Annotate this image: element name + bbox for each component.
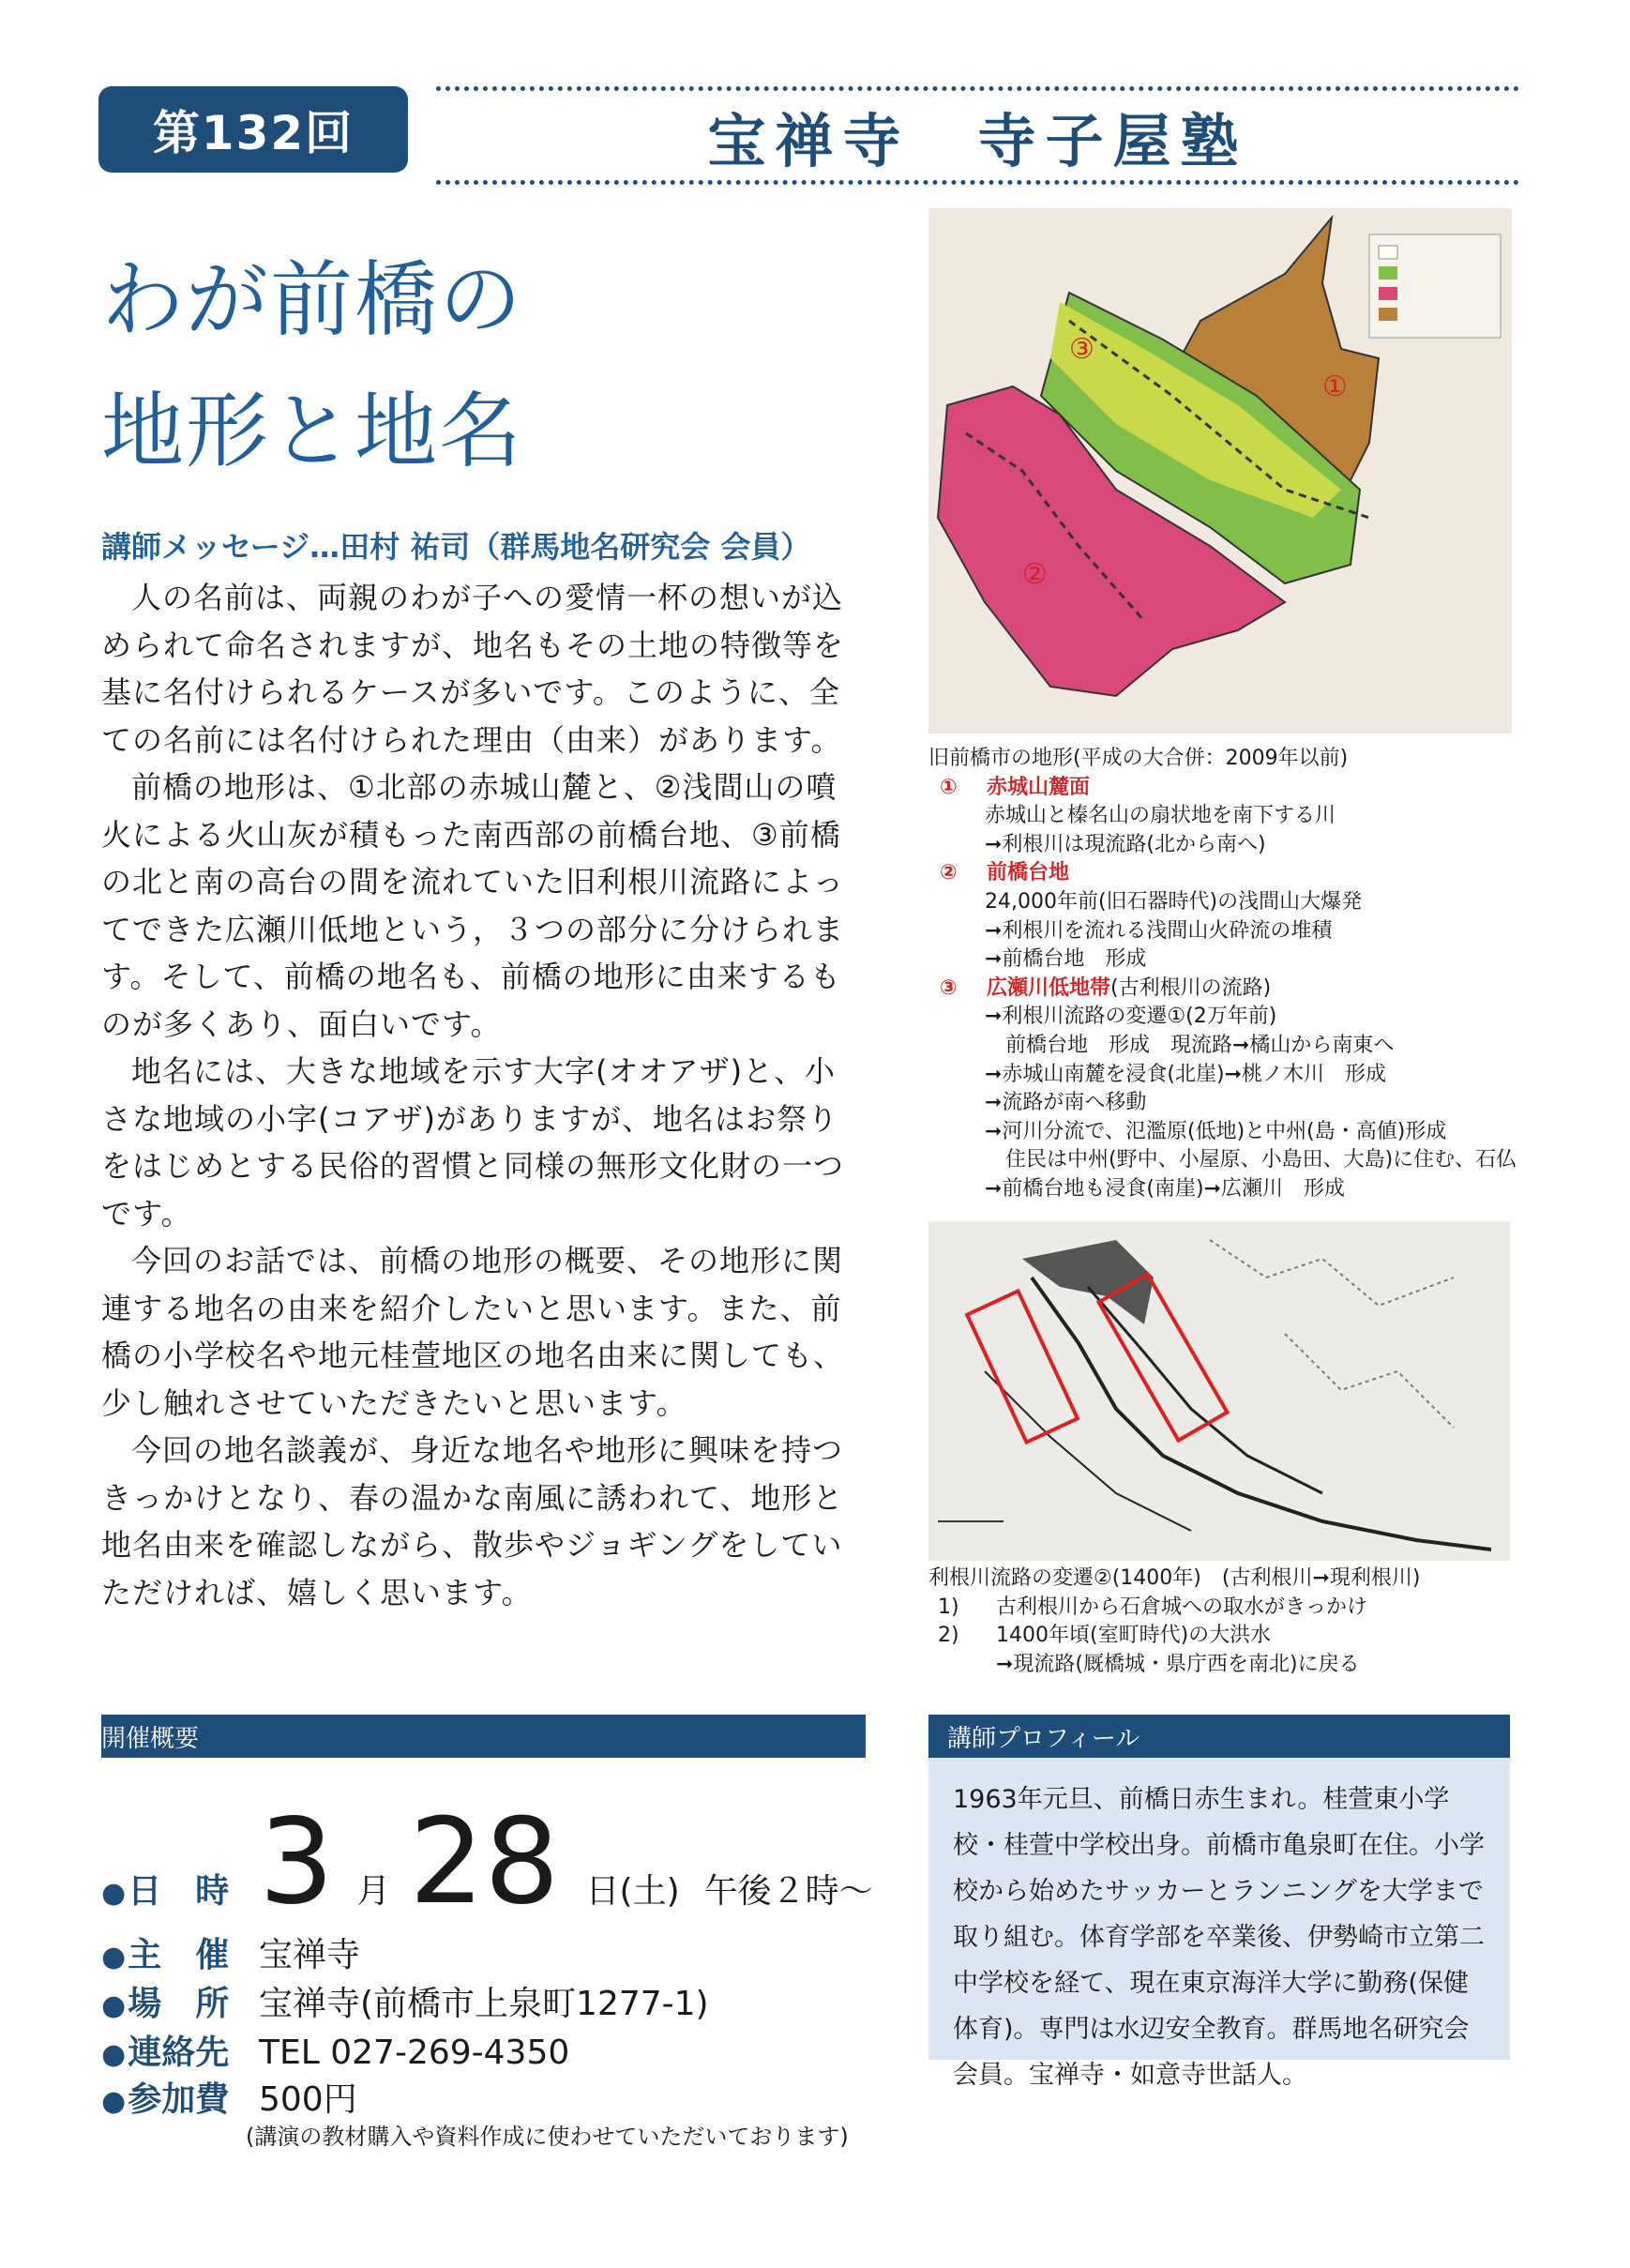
message-paragraph: 人の名前は、両親のわが子への愛情一杯の想いが込められて命名されますが、地名もその土地の特徴等を基に名付けられるケースが多いです。このように、全ての名前には名付けられた理由（由来）があります。 <box>101 580 845 758</box>
map-marker-3: ③ <box>1069 333 1094 366</box>
caption-line: ➞現流路(厩橋城・県庁西を南北)に戻る <box>996 1652 1360 1676</box>
lecture-title-line1: わが前橋の <box>101 251 524 348</box>
caption-item-1-heading <box>928 774 1529 803</box>
caption-item-num: 2) <box>938 1624 959 1648</box>
venue-value: 宝禅寺(前橋市上泉町1277-1) <box>259 1985 709 2023</box>
caption-line: 前橋台地 形成 現流路➞橘山から南東へ <box>985 1033 1395 1057</box>
fee-label-wrap <box>101 2073 242 2121</box>
caption-line: 住民は中州(野中、小屋原、小島田、大島)に住む、石仏 <box>985 1148 1517 1172</box>
header-dotted-line-bottom <box>436 180 1519 185</box>
bullet-icon: ● <box>101 2085 127 2118</box>
caption-line: ➞赤城山南麓を浸食(北崖)➞桃ノ木川 形成 <box>985 1062 1387 1086</box>
host-label-wrap <box>101 1928 242 1976</box>
terrain-map-drawing <box>928 208 1512 733</box>
event-venue-row <box>101 1977 709 2025</box>
caption-item <box>928 1594 1529 1623</box>
contact-label-wrap <box>101 2026 242 2074</box>
caption-line: 24,000年前(旧石器時代)の浅間山大爆発 <box>985 889 1363 914</box>
caption-item-2-heading <box>928 859 1529 888</box>
message-paragraph: 今回の地名談義が、身近な地名や地形に興味を持つきっかけとなり、春の温かな南風に誘われて、地形と地名由来を確認しながら、散歩やジョギングをしていただければ、嬉しく思います。 <box>101 1432 844 1610</box>
date-month: 3 <box>259 1792 335 1930</box>
terrain-map-image <box>928 208 1512 733</box>
caption-item-name: 広瀬川低地帯 <box>987 975 1111 1000</box>
caption-item-num: ① <box>940 775 958 799</box>
caption-item-num: ② <box>940 861 958 885</box>
message-paragraph: 地名には、大きな地域を示す大字(オオアザ)と、小さな地域の小字(コアザ)がありますが、地名はお祭りをはじめとする民俗的習慣と同様の無形文化財の一つです。 <box>101 1053 845 1232</box>
caption-line: ➞流路が南へ移動 <box>985 1091 1147 1115</box>
date-month-unit: 月 <box>356 1872 391 1911</box>
caption-title: 旧前橋市の地形(平成の大合併：2009年以前) <box>928 747 1349 770</box>
caption-item-text: 古利根川から石倉城への取水がきっかけ <box>996 1595 1368 1619</box>
river-course-caption <box>928 1565 1529 1679</box>
caption-line: ➞前橋台地 形成 <box>985 947 1147 972</box>
bullet-icon: ● <box>101 1941 127 1973</box>
venue-label: 場 所 <box>128 1985 230 2023</box>
lecturer-message-body <box>101 574 866 1616</box>
caption-line: ➞利根川を流れる浅間山火砕流の堆積 <box>985 918 1333 943</box>
date-label-wrap <box>101 1865 242 1913</box>
date-label: 日 時 <box>128 1872 230 1911</box>
terrain-map-caption <box>928 745 1529 1204</box>
caption-line: ➞河川分流で、氾濫原(低地)と中州(島・高値)形成 <box>985 1119 1447 1143</box>
caption-item-name: 赤城山麓面 <box>987 775 1091 799</box>
contact-value: TEL 027-269-4350 <box>259 2034 570 2072</box>
bullet-icon: ● <box>101 1989 127 2022</box>
lecturer-profile-label: 講師プロフィール <box>947 1724 1140 1753</box>
lecturer-profile-body: 1963年元旦、前橋日赤生まれ。桂萱東小学校・桂萱中学校出身。前橋市亀泉町在住。小学校から始めたサッカーとランニングを大学まで取り組む。体育学部を卒業後、伊勢崎市立第二中学校を経て、現在東京海洋大学に勤務(保健体育)。専門は水辺安全教育。群馬地名研究会 会員。宝禅寺・如意寺世話人。 <box>928 1758 1510 2060</box>
date-day: 28 <box>409 1792 560 1930</box>
date-day-unit: 日(土) <box>585 1872 680 1911</box>
fee-note: (講演の教材購入や資料作成に使わせていただいております) <box>246 2124 849 2150</box>
caption-item-num: ③ <box>940 975 958 1000</box>
caption-line: ➞利根川流路の変遷①(2万年前) <box>985 1005 1277 1029</box>
caption-item-name: 前橋台地 <box>987 861 1070 885</box>
caption-item-text: 1400年頃(室町時代)の大洪水 <box>996 1624 1272 1648</box>
message-paragraph: 今回のお話では、前橋の地形の概要、その地形に関連する地名の由来を紹介したいと思います。また、前橋の小学校名や地元桂萱地区の地名由来に関しても、少し触れさせていただきたいと思います。 <box>101 1243 845 1421</box>
caption-item-num: 1) <box>938 1595 959 1619</box>
message-paragraph: 前橋の地形は、①北部の赤城山麓と、②浅間山の噴火による火山灰が積もった南西部の前橋台地、③前橋の北と南の高台の間を流れていた旧利根川流路によってできた広瀬川低地という，３つの部分に分けられます。そして、前橋の地名も、前橋の地形に由来するものが多くあり、面白いです。 <box>101 769 845 1042</box>
caption-line: ➞利根川は現流路(北から南へ) <box>985 832 1266 856</box>
lecturer-message-heading: 講師メッセージ…田村 祐司（群馬地名研究会 会員） <box>101 529 811 565</box>
event-summary-label: 開催概要 <box>101 1724 200 1753</box>
host-label: 主 催 <box>128 1936 230 1974</box>
river-course-map-image <box>928 1221 1510 1561</box>
fee-value: 500円 <box>259 2080 357 2119</box>
event-summary-header <box>101 1715 866 1758</box>
host-value: 宝禅寺 <box>259 1936 361 1974</box>
lecturer-profile-header <box>928 1715 1510 1758</box>
event-contact-row <box>101 2026 569 2074</box>
session-number-badge: 第132回 <box>98 86 408 173</box>
caption-line: ➞前橋台地も浸食(南崖)➞広瀬川 形成 <box>985 1176 1346 1201</box>
fee-label: 参加費 <box>128 2080 230 2119</box>
caption-line: 赤城山と榛名山の扇状地を南下する川 <box>985 804 1336 828</box>
school-name: 宝禅寺 寺子屋塾 <box>707 106 1248 175</box>
header-dotted-line-top <box>436 86 1519 91</box>
caption-item-name-suffix: (古利根川の流路) <box>1110 975 1272 1000</box>
venue-label-wrap <box>101 1977 242 2025</box>
event-time: 午後２時～ <box>703 1872 873 1911</box>
map-marker-1: ① <box>1322 370 1348 403</box>
caption-title: 利根川流路の変遷②(1400年) (古利根川➞現利根川) <box>928 1566 1421 1590</box>
lecture-title-line2: 地形と地名 <box>101 383 524 479</box>
event-date-row <box>101 1792 873 1930</box>
bullet-icon: ● <box>101 1877 127 1910</box>
event-host-row <box>101 1928 360 1976</box>
bullet-icon: ● <box>101 2038 127 2071</box>
caption-item-3-heading <box>928 975 1529 1004</box>
map-marker-2: ② <box>1022 558 1048 591</box>
river-course-map-drawing <box>928 1221 1510 1561</box>
event-fee-row <box>101 2073 357 2121</box>
contact-label: 連絡先 <box>128 2034 230 2072</box>
caption-item <box>928 1622 1529 1651</box>
